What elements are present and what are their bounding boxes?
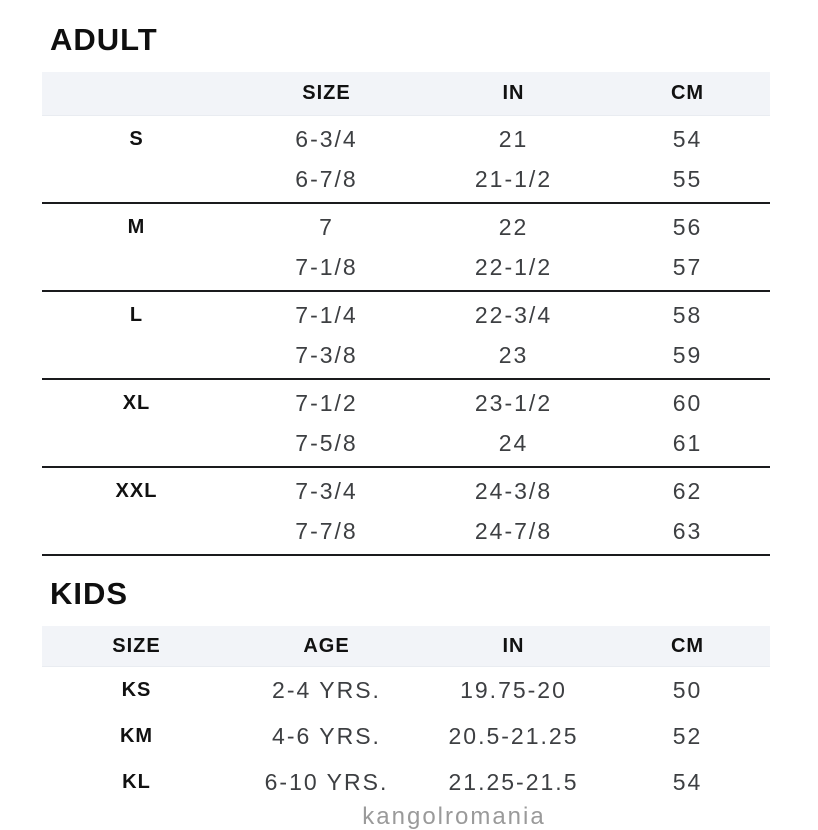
- size-label: M: [127, 215, 146, 238]
- in-cell: 23: [498, 341, 529, 368]
- cm-cell: 59: [672, 341, 703, 368]
- adult-table-header-row: [42, 72, 770, 116]
- size-label: XXL: [115, 479, 158, 502]
- kids-section-heading: KIDS: [50, 576, 129, 611]
- table-row: [42, 335, 770, 375]
- table-row: [42, 759, 770, 805]
- in-cell: 24-3/8: [474, 477, 553, 504]
- cm-cell: 54: [672, 768, 703, 795]
- table-row: [42, 471, 770, 511]
- in-cell: 21.25-21.5: [448, 768, 579, 795]
- adult-size-group-xl: [42, 380, 770, 468]
- in-cell: 19.75-20: [460, 676, 567, 703]
- cm-cell: 62: [672, 477, 703, 504]
- table-row: [42, 511, 770, 551]
- in-cell: 24: [498, 429, 529, 456]
- size-label: KS: [121, 678, 152, 701]
- cm-cell: 58: [672, 301, 703, 328]
- size-cell: 6-7/8: [295, 165, 358, 192]
- size-cell: 7-1/8: [295, 253, 358, 280]
- table-row: [42, 207, 770, 247]
- in-cell: 24-7/8: [474, 517, 553, 544]
- cm-cell: 60: [672, 389, 703, 416]
- adult-size-group-m: [42, 204, 770, 292]
- in-cell: 22-3/4: [474, 301, 553, 328]
- adult-size-group-xxl: [42, 468, 770, 556]
- age-cell: 2-4 YRS.: [272, 676, 381, 703]
- adult-size-table: [42, 72, 770, 556]
- size-cell: 6-3/4: [295, 125, 358, 152]
- in-cell: 23-1/2: [474, 389, 553, 416]
- age-cell: 6-10 YRS.: [264, 768, 389, 795]
- table-row: [42, 383, 770, 423]
- adult-size-group-l: [42, 292, 770, 380]
- table-row: [42, 295, 770, 335]
- size-cell: 7-1/4: [295, 301, 358, 328]
- column-header-in: IN: [502, 634, 525, 657]
- cm-cell: 55: [672, 165, 703, 192]
- in-cell: 22-1/2: [474, 253, 553, 280]
- size-label: KL: [122, 770, 151, 793]
- kids-size-table: [42, 626, 770, 805]
- column-header-age: AGE: [303, 634, 350, 657]
- cm-cell: 57: [672, 253, 703, 280]
- cm-cell: 52: [672, 722, 703, 749]
- age-cell: 4-6 YRS.: [272, 722, 381, 749]
- size-label: KM: [119, 724, 154, 747]
- size-cell: 7-7/8: [295, 517, 358, 544]
- column-header-size: SIZE: [302, 82, 351, 104]
- size-label: XL: [122, 391, 151, 414]
- in-cell: 21-1/2: [474, 165, 553, 192]
- table-row: [42, 423, 770, 463]
- column-header-cm: CM: [670, 82, 705, 104]
- adult-section-heading: ADULT: [50, 22, 158, 57]
- cm-cell: 63: [672, 517, 703, 544]
- kids-table-header-row: [42, 626, 770, 667]
- column-header-cm: CM: [670, 634, 705, 657]
- adult-size-group-s: [42, 116, 770, 204]
- size-cell: 7-1/2: [295, 389, 358, 416]
- cm-cell: 50: [672, 676, 703, 703]
- table-row: [42, 247, 770, 287]
- column-header-size: SIZE: [112, 634, 161, 657]
- size-label: L: [129, 303, 144, 326]
- in-cell: 22: [498, 213, 529, 240]
- cm-cell: 54: [672, 125, 703, 152]
- column-header-in: IN: [502, 82, 525, 104]
- size-cell: 7-3/8: [295, 341, 358, 368]
- brand-watermark: kangolromania: [362, 803, 546, 830]
- size-cell: 7: [319, 213, 334, 240]
- cm-cell: 56: [672, 213, 703, 240]
- table-row: [42, 713, 770, 759]
- size-label: S: [129, 127, 144, 150]
- size-cell: 7-5/8: [295, 429, 358, 456]
- in-cell: 20.5-21.25: [448, 722, 579, 749]
- cm-cell: 61: [672, 429, 703, 456]
- table-row: [42, 667, 770, 713]
- table-row: [42, 159, 770, 199]
- table-row: [42, 119, 770, 159]
- size-cell: 7-3/4: [295, 477, 358, 504]
- in-cell: 21: [498, 125, 529, 152]
